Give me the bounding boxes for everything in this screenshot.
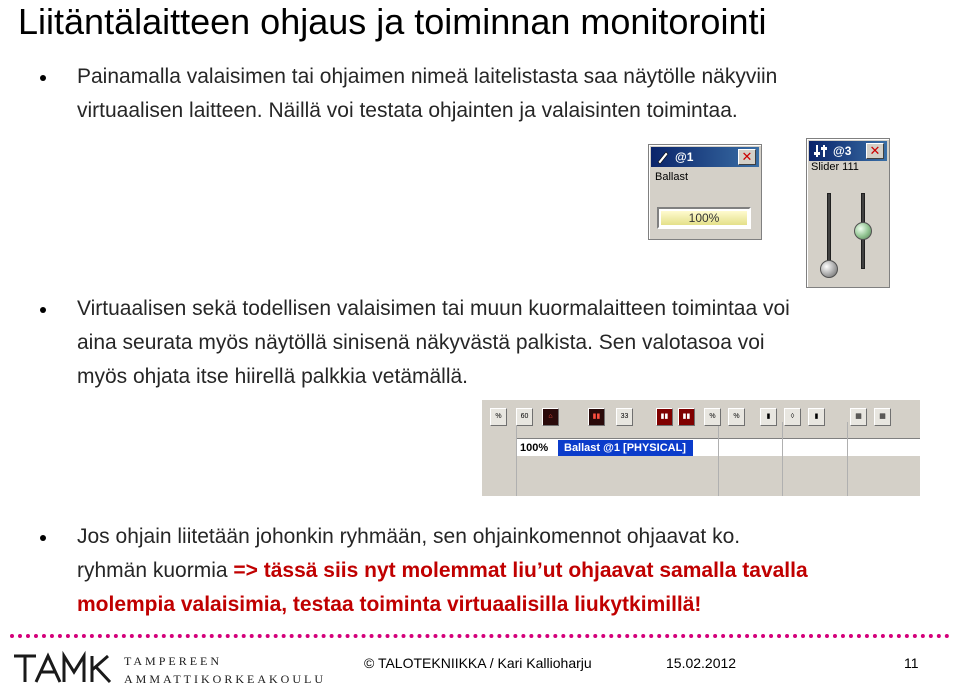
device-percent: 100% (520, 442, 549, 454)
tamk-logo-mark (10, 648, 326, 688)
grid-divider (516, 422, 517, 496)
device-toolbar (482, 400, 920, 496)
ballast-progress-text: 100% (688, 211, 720, 225)
slider-titlebar[interactable] (809, 141, 887, 161)
slider-1-track[interactable] (827, 193, 831, 269)
slider-1-knob[interactable] (820, 260, 838, 278)
bullet-1-line-2: virtuaalisen laitteen. Näillä voi testata ohjainten ja valaisinten toimintaa. (77, 99, 738, 122)
toolbar-button[interactable]: ⌂ (542, 408, 559, 426)
grid-divider (718, 422, 719, 496)
bullet-3-line-2-plain: ryhmän kuormia (77, 559, 234, 582)
bullet-3-line-2 (77, 554, 808, 588)
bullet-2-line-3: myös ohjata itse hiirellä palkkia vetämällä. (77, 365, 469, 388)
pencil-icon (655, 149, 671, 165)
bullet-dot (40, 535, 46, 541)
bullet-1-line-1: Painamalla valaisimen tai ohjaimen nimeä laitelistasta saa näytölle näkyviin (77, 65, 778, 88)
grid-divider (782, 422, 783, 496)
slider-2-knob[interactable] (854, 222, 872, 240)
toolbar-button[interactable]: % (490, 408, 507, 426)
footer-copyright: © TALOTEKNIIKKA / Kari Kallioharju (364, 655, 592, 671)
toolbar-button[interactable]: ▮▮ (656, 408, 673, 426)
toolbar-button[interactable]: ◊ (784, 408, 801, 426)
toolbar-button[interactable]: ▮▮ (678, 408, 695, 426)
close-button[interactable]: ✕ (866, 143, 884, 159)
toolbar-button[interactable]: ▦ (850, 408, 867, 426)
toolbar-button[interactable]: % (704, 408, 721, 426)
grid-divider (847, 422, 848, 496)
toolbar-button[interactable]: 33 (616, 408, 633, 426)
footer-date: 15.02.2012 (666, 655, 737, 671)
device-level-bar[interactable]: Ballast @1 [PHYSICAL] (558, 440, 693, 456)
slider-icon (813, 143, 829, 159)
bullet-2-line-2: aina seurata myös näytöllä sinisenä näkyvästä palkista. Sen valotasoa voi (77, 331, 765, 354)
logo-line-1: TAMPEREEN (124, 654, 223, 668)
slider-window-title: @3 (833, 144, 852, 158)
page-number: 11 (904, 655, 919, 671)
ballast-window-title: @1 (675, 150, 694, 164)
bullet-3-line-2-highlight: => tässä siis nyt molemmat liu’ut ohjaavat samalla tavalla (233, 559, 808, 582)
bullet-dot (40, 307, 46, 313)
bullet-dot (40, 75, 46, 81)
slide-title: Liitäntälaitteen ohjaus ja toiminnan monitorointi (18, 1, 767, 42)
slider-window[interactable] (806, 138, 890, 288)
toolbar-button[interactable]: ▮▮ (588, 408, 605, 426)
toolbar-button[interactable]: % (728, 408, 745, 426)
ballast-progress-bar (657, 207, 751, 229)
footer-dotted-line (10, 634, 950, 638)
ballast-titlebar[interactable] (651, 147, 759, 167)
ballast-label: Ballast (655, 171, 689, 183)
bullet-3-line-1: Jos ohjain liitetään johonkin ryhmään, sen ohjainkomennot ohjaavat ko. (77, 525, 741, 548)
bullet-3-line-3: molempia valaisimia, testaa toiminta virtuaalisilla liukytkimillä! (77, 593, 702, 616)
toolbar-button[interactable]: 60 (516, 408, 533, 426)
toolbar-button[interactable]: ▮ (760, 408, 777, 426)
tamk-logo (10, 648, 326, 688)
bullet-2-line-1: Virtuaalisen sekä todellisen valaisimen tai muun kuormalaitteen toimintaa voi (77, 297, 790, 320)
close-button[interactable]: ✕ (738, 149, 756, 165)
ballast-window[interactable] (648, 144, 762, 240)
slider-label: Slider 111 (811, 161, 859, 173)
toolbar-button[interactable]: ▮ (808, 408, 825, 426)
toolbar-button[interactable]: ▦ (874, 408, 891, 426)
logo-line-2: AMMATTIKORKEAKOULU (124, 672, 326, 686)
